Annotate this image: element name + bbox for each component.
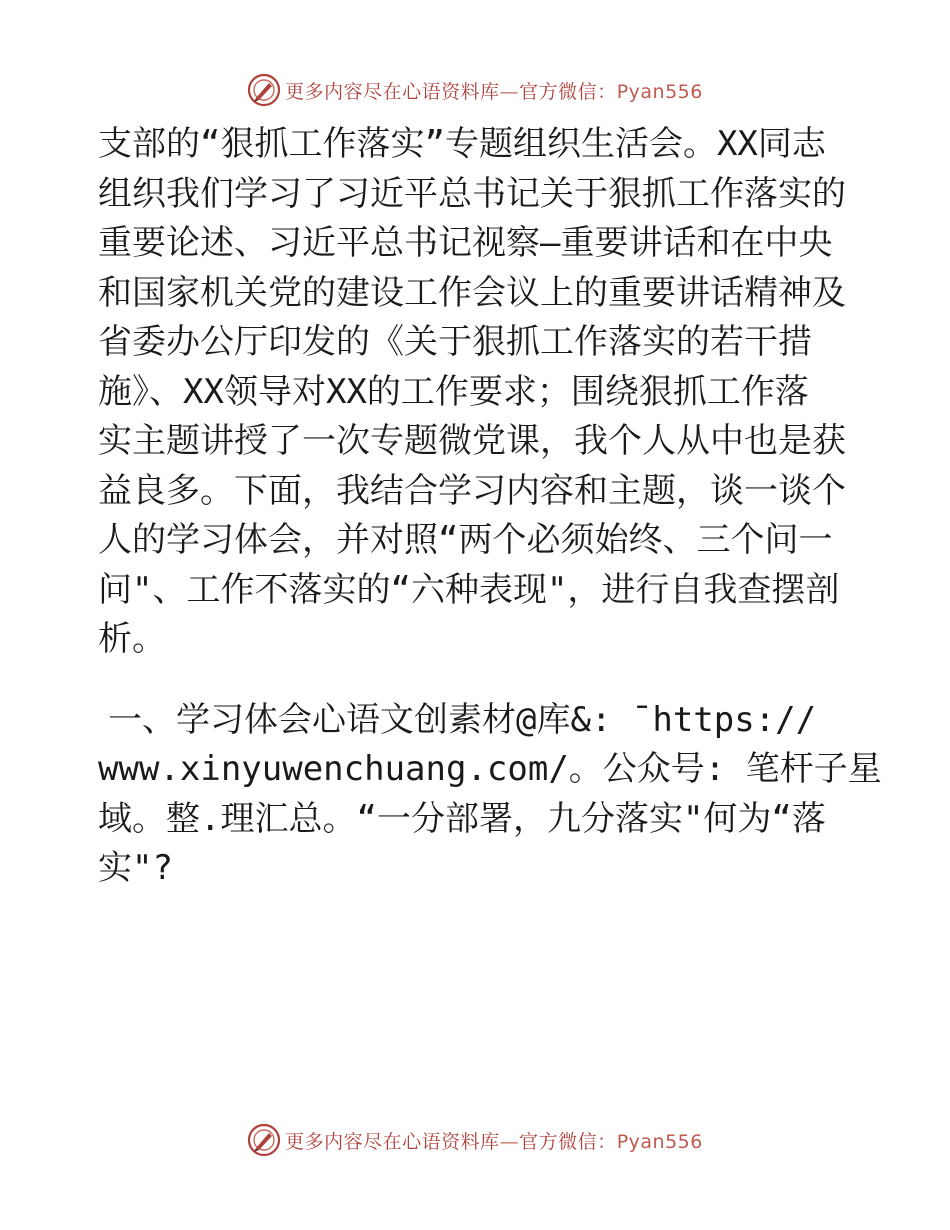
watermark-separator: — [499, 1130, 520, 1153]
watermark-text [285, 77, 703, 104]
text-line: 省委办公厅印发的《关于狠抓工作落实的若干措 [98, 322, 812, 362]
text-line: 重要论述、习近平总书记视察—重要讲话和在中央 [98, 223, 833, 263]
text-line: www.xinyuwenchuang.com/。公众号: 笔杆子星 [98, 749, 882, 789]
text-line: 问"、工作不落实的“六种表现"，进行自我查摆剖 [98, 569, 840, 610]
paragraph-section-one [98, 696, 882, 894]
text-line: 施》、XX领导对XX的工作要求；围绕狠抓工作落 [98, 371, 809, 412]
section-heading-line: 一、学习体会心语文创素材@库&: ¯https:// [108, 699, 817, 740]
text-line: 人的学习体会，并对照“两个必须始终、三个问一 [98, 520, 833, 560]
text-line: 益良多。下面，我结合学习内容和主题，谈一谈个 [98, 470, 846, 511]
watermark-label: 官方微信： [519, 80, 617, 103]
document-body [98, 120, 882, 894]
watermark-main: 更多内容尽在心语资料库 [285, 1130, 500, 1153]
pen-logo-icon [247, 73, 281, 107]
paragraph-intro [98, 120, 858, 665]
footer-watermark [0, 1122, 950, 1158]
watermark-id: Pyan556 [616, 80, 703, 103]
text-line: 支部的“狠抓工作落实”专题组织生活会。XX同志 [98, 124, 826, 164]
watermark-text [285, 1127, 703, 1154]
text-line: 实"? [98, 848, 173, 888]
pen-logo-icon [247, 1123, 281, 1157]
text-line: 和国家机关党的建设工作会议上的重要讲话精神及 [98, 272, 846, 313]
watermark-id: Pyan556 [616, 1130, 703, 1153]
text-line: 组织我们学习了习近平总书记关于狠抓工作落实的 [98, 173, 846, 214]
header-watermark [0, 72, 950, 108]
text-line: 域。整.理汇总。“一分部署，九分落实"何为“落 [98, 798, 826, 839]
watermark-separator: — [499, 80, 520, 103]
text-line: 析。 [98, 619, 166, 659]
text-line: 实主题讲授了一次专题微党课，我个人从中也是获 [98, 421, 846, 461]
watermark-label: 官方微信： [519, 1130, 617, 1153]
watermark-main: 更多内容尽在心语资料库 [285, 80, 500, 103]
